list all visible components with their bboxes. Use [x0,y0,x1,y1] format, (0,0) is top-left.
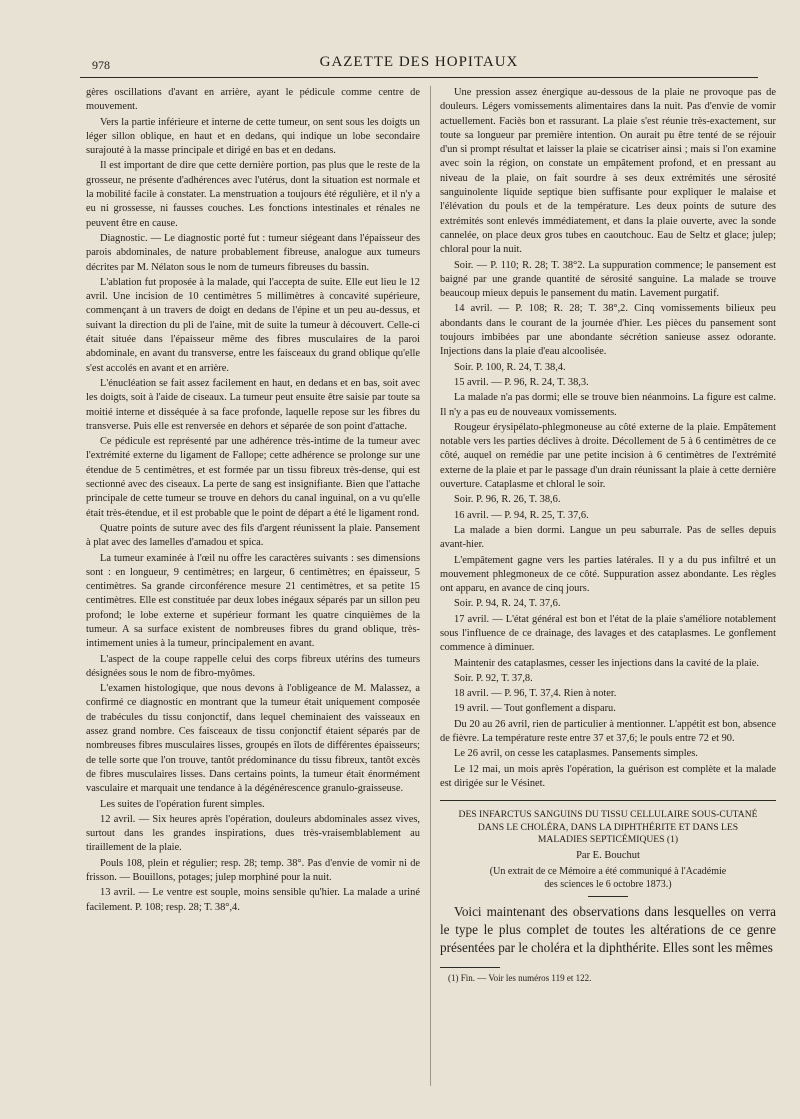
paragraph: 13 avril. — Le ventre est souple, moins sensible qu'hier. La malade a uriné facilement. P. 108; resp. 28; T. 38°,4. [86,887,420,913]
paragraph: Du 20 au 26 avril, rien de particulier à mentionner. L'appétit est bon, absence de fièvre. La température reste entre 37 et 37,6; le pouls entre 72 et 90. [440,718,776,745]
article-note-line: des sciences le 6 octobre 1873.) [544,879,672,891]
left-column [86,86,420,1096]
paragraph: Soir. P. 92, T. 37,8. [454,672,533,684]
paragraph: gères oscillations d'avant en arrière, ayant le pédicule comme centre de mouvement. [86,87,420,113]
column-divider [430,86,431,1086]
paragraph: Diagnostic. — Le diagnostic porté fut : tumeur siégeant dans l'épaisseur des parois abdominales, de nature probablement fibreuse, analogue aux tumeurs décrites par M. Nélaton sous le nom de tumeurs fibreuses du bassin. [86,232,420,273]
article-note-line: (Un extrait de ce Mémoire a été communiqué à l'Académie [489,866,727,878]
right-column [440,86,776,1096]
paragraph: 16 avril. — P. 94, R. 25, T. 37,6. [454,509,589,521]
header-rule [80,77,758,78]
page-number: 978 [92,58,110,72]
paragraph: Soir. — P. 110; R. 28; T. 38°2. La suppuration commence; le pansement est baigné par une grande quantité de sérosité sanguine. La malade se trouve beaucoup mieux depuis le pansement du matin. Lavement purgatif. [440,259,776,300]
paragraph: 17 avril. — L'état général est bon et l'état de la plaie s'améliore notablement sous l'influence de ce drainage, des lavages et des cataplasmes. Le gonflement commence à diminuer. [440,613,776,654]
paragraph: Vers la partie inférieure et interne de cette tumeur, on sent sous les doigts un léger sillon oblique, en haut et en dedans, qui indique un lobe secondaire surajouté à la masse principale et dirigé en bas et en dedans. [86,116,420,157]
paragraph: Une pression assez énergique au-dessous de la plaie ne provoque pas de douleurs. Légers vomissements alimentaires dans la nuit. Pas d'envie de vomir actuellement. Faciès bon et rassurant. La plaie s'est réunie très-exactement, sur toute sa longueur par première intention. On aurait pu être tenté de se réjouir d'un si prompt résultat et laisser la plaie se cicatriser ainsi ; mais si l'on examine avec soin la région, on constate un empâtement profond, et en pressant au niveau de la plaie, on fait sourdre à ses deux extrémités une sérosité sanguinolente liquide septique bien suffisante pour expliquer le malaise et l'élévation du pouls et de la température. Les deux points de suture des extrémités sont enlevés immédiatement, et dans la plaie ouverte, avec la sonde cannelée, on place deux gros tubes en caoutchouc. Eau de Seltz et glace; julep; chloral pour la nuit. [440,87,776,256]
paragraph: Soir. P. 100, R. 24, T. 38,4. [454,361,566,373]
paragraph: 19 avril. — Tout gonflement a disparu. [454,703,616,715]
page-header [80,50,758,76]
article-separator [440,800,776,801]
paragraph: L'ablation fut proposée à la malade, qui l'accepta de suite. Elle eut lieu le 12 avril. Une incision de 10 centimètres 5 millimètres à concavité supérieure, commençant à un travers de doigt en dedans de l'épine et un peu au-dessus, et suivant la direction du pli de l'aine, mit de suite la tumeur à découvert. Celle-ci était située dans l'épaisseur même des fibres musculaires de la paroi abdominale, en avant du transverse, entre les faisceaux du grand oblique qu'elle s'est accolés en avant et en arrière. [86,276,420,374]
paragraph: Soir. P. 96, R. 26, T. 38,6. [454,494,561,506]
short-rule [588,896,628,897]
journal-title: GAZETTE DES HOPITAUX [319,54,519,70]
paragraph: Maintenir des cataplasmes, cesser les injections dans la cavité de la plaie. [454,657,759,669]
paragraph: Rougeur érysipélato-phlegmoneuse au côté externe de la plaie. Empâtement notable vers les parties déclives à droite. Décollement de 5 à 6 centimètres de ce côté, auquel on remédie par une petite incision à 6 centimètres de l'extrémité externe de la plaie et par le passage d'un drain réunissant la plaie à cette dernière ouverture. Cataplasme et chloral le soir. [440,421,776,491]
article-title-line: DES INFARCTUS SANGUINS DU TISSU CELLULAIRE SOUS-CUTANÉ [458,809,758,821]
article-title [440,809,776,847]
paragraph: Il est important de dire que cette dernière portion, pas plus que le reste de la grosseur, ne présente d'adhérences avec l'utérus, dont la situation est normale et la mobilité facile à constater. La menstruation a toujours été régulière, et il n'y a eu ni grossesse, ni fausses couches. Les fonctions intestinales et rénales ne peuvent être en cause. [86,160,420,229]
article-title-line: MALADIES SEPTICÉMIQUES (1) [537,834,679,846]
footnote-rule [440,967,500,968]
footnote: (1) Fin. — Voir les numéros 119 et 122. [448,973,592,984]
paragraph: Le 26 avril, on cesse les cataplasmes. Pansements simples. [454,748,698,760]
paragraph: 18 avril. — P. 96, T. 37,4. Rien à noter. [454,688,617,700]
paragraph: Le 12 mai, un mois après l'opération, la guérison est complète et la malade est dirigée sur le Vésinet. [440,763,776,789]
paragraph: La malade n'a pas dormi; elle se trouve bien néanmoins. La figure est calme. Il n'y a pas eu de nouveaux vomissements. [440,392,776,418]
paragraph: 15 avril. — P. 96, R. 24, T. 38,3. [454,376,589,388]
paragraph: Ce pédicule est représenté par une adhérence très-intime de la tumeur avec l'extrémité externe du ligament de Fallope; cette adhérence se prolonge sur une étendue de 5 centimètres, et est formée par un tissu fibreux très-dense, qui est sectionné avec des ciseaux. La perte de sang est insignifiante. Bien que l'attache principale de cette tumeur se trouve en dehors du canal inguinal, on a vu qu'elle était très-étendue, et il est probable que le point de départ a été le ligament rond. [86,436,420,519]
article-intro: Voici maintenant des observations dans lesquelles on verra le type le plus complet de toutes les altérations de ce genre présentées par le choléra et la diphthérite. Elles sont les mêmes [440,904,776,956]
paragraph: L'énucléation se fait assez facilement en haut, en dedans et en bas, soit avec les doigts, soit à l'aide de ciseaux. La tumeur peut ensuite être saisie par toute sa moitié interne et disséquée à sa face profonde, laquelle repose sur les fibres du transverse. Puis elle est renversée en dehors et séparée de son point d'attache. [86,377,420,432]
paragraph: 12 avril. — Six heures après l'opération, douleurs abdominales assez vives, surtout dans les grandes inspirations, dues très-vraisemblablement au tiraillement de la plaie. [86,813,420,854]
paragraph: L'examen histologique, que nous devons à l'obligeance de M. Malassez, a confirmé ce diagnostic en montrant que la tumeur était uniquement composée de trabécules du tissu conjonctif, dans lequel cheminaient des vaisseaux en assez grand nombre. Ces faisceaux de tissu conjonctif étaient séparés par de nombreuses fibres musculaires lisses, groupés en îlots de différentes épaisseurs; de telle sorte que l'on trouve, tantôt prédominance du tissu fibreux, tantôt excès de fibres musculaires lisses. Dans certains points, la tumeur était énormément vasculaire et marquait une tendance à la dégénérescence granulo-graisseuse. [86,683,420,795]
paragraph: La malade a bien dormi. Langue un peu saburrale. Pas de selles depuis avant-hier. [440,524,776,551]
paragraph: Les suites de l'opération furent simples. [100,798,265,810]
paragraph: Pouls 108, plein et régulier; resp. 28; temp. 38°. Pas d'envie de vomir ni de frisson. — Bouillons, potages; julep morphiné pour la nuit. [86,857,420,884]
article-note [440,865,776,891]
paragraph: 14 avril. — P. 108; R. 28; T. 38°,2. Cinq vomissements bilieux peu abondants dans le courant de la journée d'hier. Les pièces du pansement sont toujours imbibées par une abondante sécrétion sanieuse assez odorante. Injections dans la plaie d'eau alcoolisée. [440,303,776,358]
paragraph: La tumeur examinée à l'œil nu offre les caractères suivants : ses dimensions sont : en longueur, 9 centimètres; en largeur, 6 centimètres; en épaisseur, 5 centimètres. Sa grande circonférence mesure 21 centimètres, et sa petite 15 centimètres. Elle est constituée par deux lobes inégaux séparés par un sillon peu profond; le lobe externe et supérieur formant les quatre cinquièmes de la tumeur. A sa surface existent de nombreuses fibres du grand oblique, très-intimement unies à la tumeur, principalement en avant. [86,552,420,650]
article-title-line: DANS LE CHOLÉRA, DANS LA DIPHTHÉRITE ET DANS LES [477,821,739,833]
paragraph: L'aspect de la coupe rappelle celui des corps fibreux utérins des tumeurs désignées sous le nom de fibro-myômes. [86,653,420,679]
article-author: Par E. Bouchut [576,849,640,861]
paragraph: L'empâtement gagne vers les parties latérales. Il y a du pus infiltré et un mouvement phlegmoneux de ce côté. Suppuration assez abondante. Les règles ont apparu, en avance de cinq jours. [440,554,776,595]
paragraph: Quatre points de suture avec des fils d'argent réunissent la plaie. Pansement à plat avec des lamelles d'amadou et spica. [86,522,420,549]
paragraph: Soir. P. 94, R. 24, T. 37,6. [454,598,561,610]
